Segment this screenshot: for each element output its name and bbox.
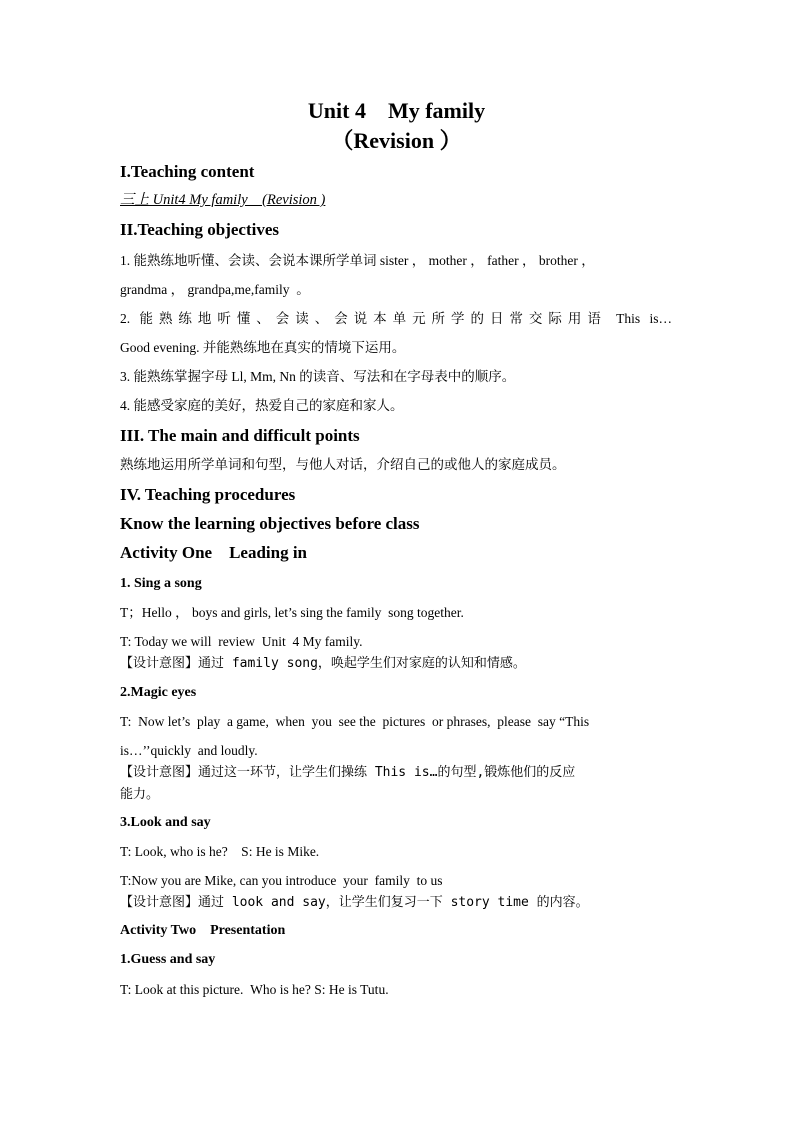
magic-eyes-teacher-line-1: T: Now let’s play a game, when you see the pictures or phrases, please say “This — [120, 714, 590, 729]
page-title: Unit 4 My family — [307, 98, 486, 123]
look-and-say-heading: 3.Look and say — [120, 815, 211, 830]
points-text: 熟练地运用所学单词和句型，与他人对话，介绍自己的或他人的家庭成员。 — [120, 457, 566, 472]
guess-and-say-line-1: T: Look at this picture. Who is he? S: He is Tutu. — [120, 982, 389, 997]
objective-3: 3. 能熟练掌握字母 Ll, Mm, Nn 的读音、写法和在字母表中的顺序。 — [120, 369, 516, 384]
magic-eyes-teacher-line-2: is…’’quickly and loudly. — [120, 743, 258, 758]
section-heading-points: III. The main and difficult points — [120, 426, 360, 445]
magic-eyes-design-note-line-1: 【设计意图】通过这一环节，让学生们操练 This is…的句型,锻炼他们的反应 — [120, 765, 576, 780]
section-heading-objectives: II.Teaching objectives — [120, 220, 279, 239]
section-heading-content: I.Teaching content — [120, 162, 255, 181]
guess-and-say-heading: 1.Guess and say — [120, 952, 216, 967]
know-objectives-heading: Know the learning objectives before class — [120, 514, 420, 533]
magic-eyes-design-note-line-2: 能力。 — [120, 787, 160, 802]
objective-2-line-1: 2. 能熟练地听懂、会读、会说本单元所学的日常交际用语 This is… — [120, 311, 672, 326]
activity-two-heading: Activity Two Presentation — [120, 923, 286, 938]
activity-one-heading: Activity One Leading in — [120, 543, 308, 562]
objective-1-line-1: 1. 能熟练地听懂、会读、会说本课所学单词 sister ， mother ， father ， brother ， — [120, 253, 595, 268]
sing-song-teacher-line-1: T；Hello ， boys and girls, let’s sing the family song together. — [120, 605, 464, 620]
section-heading-procedures: IV. Teaching procedures — [120, 485, 296, 504]
page-subtitle: （Revision ） — [331, 128, 462, 153]
objective-1-line-2: grandma ， grandpa,me,family 。 — [120, 282, 310, 297]
objective-2-line-2: Good evening. 并能熟练地在真实的情境下运用。 — [120, 340, 406, 355]
sing-song-heading: 1. Sing a song — [120, 576, 202, 591]
content-text: 三上 Unit4 My family (Revision ) — [120, 192, 326, 208]
magic-eyes-heading: 2.Magic eyes — [120, 685, 197, 700]
objective-4: 4. 能感受家庭的美好，热爱自己的家庭和家人。 — [120, 398, 404, 413]
sing-song-teacher-line-2: T: Today we will review Unit 4 My family. — [120, 634, 363, 649]
look-and-say-line-2: T:Now you are Mike, can you introduce your family to us — [120, 873, 443, 888]
look-and-say-design-note: 【设计意图】通过 look and say，让学生们复习一下 story time 的内容。 — [120, 895, 589, 910]
look-and-say-line-1: T: Look, who is he? S: He is Mike. — [120, 844, 320, 859]
sing-song-design-note: 【设计意图】通过 family song，唤起学生们对家庭的认知和情感。 — [120, 656, 526, 671]
